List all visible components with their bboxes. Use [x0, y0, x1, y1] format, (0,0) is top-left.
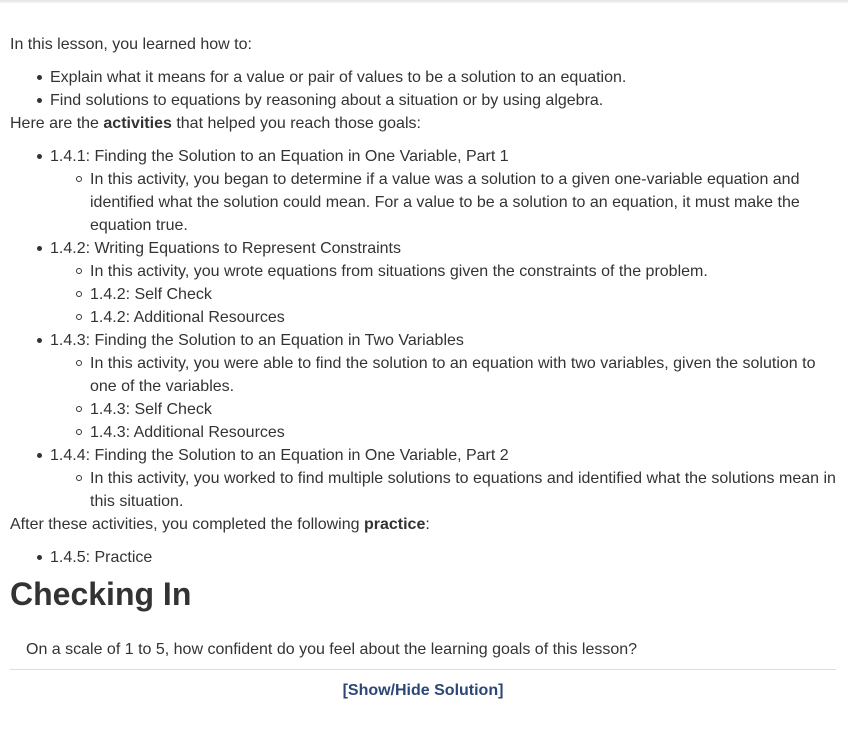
activity-item	[50, 444, 838, 513]
activity-description: In this activity, you began to determine if a value was a solution to a given one-variable equation and identified what the solution could mean. For a value to be a solution to an equation, it must make the equation true.	[90, 168, 838, 237]
top-divider	[0, 0, 848, 3]
solution-divider	[10, 669, 836, 670]
activity-title[interactable]: 1.4.4: Finding the Solution to an Equation in One Variable, Part 2	[50, 447, 509, 464]
activity-item	[50, 237, 838, 329]
confidence-question: On a scale of 1 to 5, how confident do you feel about the learning goals of this lesson?	[26, 641, 638, 658]
practice-item[interactable]: 1.4.5: Practice	[50, 546, 838, 569]
practice-list	[10, 546, 838, 569]
activity-subitems	[50, 467, 838, 513]
goal-item: Find solutions to equations by reasoning about a situation or by using algebra.	[50, 89, 838, 112]
self-check-link[interactable]: 1.4.3: Self Check	[90, 398, 838, 421]
activity-description: In this activity, you were able to find the solution to an equation with two variables, given the solution to one of the variables.	[90, 352, 838, 398]
additional-resources-link[interactable]: 1.4.3: Additional Resources	[90, 421, 838, 444]
practice-intro	[10, 513, 838, 536]
activity-title[interactable]: 1.4.3: Finding the Solution to an Equation in Two Variables	[50, 332, 464, 349]
activity-subitems	[50, 168, 838, 237]
activities-intro-after: that helped you reach those goals:	[171, 115, 421, 132]
practice-intro-bold: practice	[363, 516, 426, 533]
activity-item	[50, 329, 838, 444]
activity-description: In this activity, you wrote equations from situations given the constraints of the problem.	[90, 260, 838, 283]
self-check-link[interactable]: 1.4.2: Self Check	[90, 283, 838, 306]
activities-intro	[10, 112, 838, 135]
solution-toggle-row	[10, 679, 836, 702]
intro-text: In this lesson, you learned how to:	[10, 36, 252, 53]
lesson-summary	[10, 33, 838, 702]
activity-title[interactable]: 1.4.2: Writing Equations to Represent Constraints	[50, 240, 401, 257]
activities-intro-before: Here are the	[10, 115, 104, 132]
checking-in-heading: Checking In	[10, 576, 192, 612]
additional-resources-link[interactable]: 1.4.2: Additional Resources	[90, 306, 838, 329]
activities-list	[10, 145, 838, 513]
activity-subitems	[50, 352, 838, 444]
practice-intro-after: :	[425, 516, 430, 533]
practice-intro-before: After these activities, you completed the following	[10, 516, 364, 533]
activity-title[interactable]: 1.4.1: Finding the Solution to an Equation in One Variable, Part 1	[50, 148, 509, 165]
goal-item: Explain what it means for a value or pair of values to be a solution to an equation.	[50, 66, 838, 89]
goals-list	[10, 66, 838, 112]
activities-intro-bold: activities	[103, 115, 172, 132]
activity-description: In this activity, you worked to find multiple solutions to equations and identified what the solutions mean in this situation.	[90, 467, 838, 513]
activity-subitems	[50, 260, 838, 329]
show-hide-solution-button[interactable]: [Show/Hide Solution]	[342, 682, 504, 699]
activity-item	[50, 145, 838, 237]
